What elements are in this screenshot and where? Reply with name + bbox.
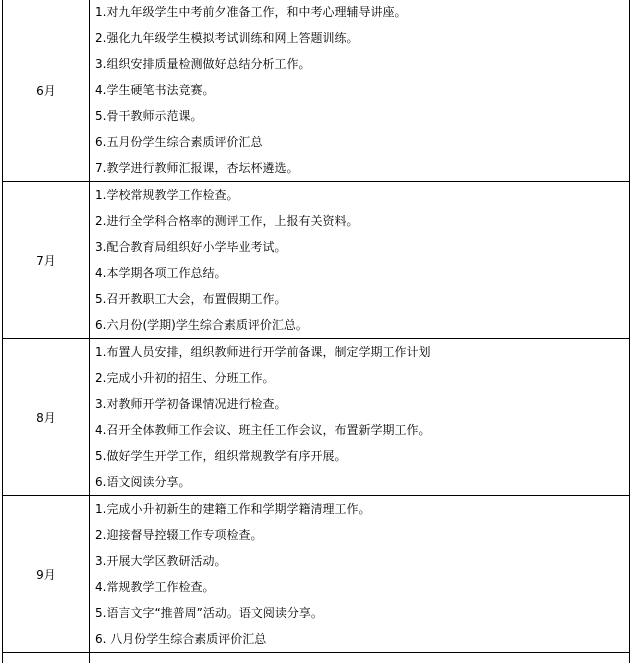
task-list-cell <box>90 496 630 653</box>
task-list-cell <box>90 0 630 182</box>
empty-cell <box>90 653 630 663</box>
task-item: 1.对九年级学生中考前夕准备工作，和中考心理辅导讲座。 <box>90 0 629 25</box>
task-item: 5.做好学生开学工作，组织常规教学有序开展。 <box>90 443 629 469</box>
task-item: 2.进行全学科合格率的测评工作，上报有关资料。 <box>90 208 629 234</box>
task-item: 2.完成小升初的招生、分班工作。 <box>90 365 629 391</box>
task-list-cell <box>90 339 630 496</box>
task-item: 4.本学期各项工作总结。 <box>90 260 629 286</box>
task-item: 3.配合教育局组织好小学毕业考试。 <box>90 234 629 260</box>
month-cell: 6月 <box>3 0 90 182</box>
task-item: 5.语言文字“推普周”活动。语文阅读分享。 <box>90 600 629 626</box>
month-cell: 9月 <box>3 496 90 653</box>
next-row-partial <box>3 653 630 663</box>
task-item: 1.完成小升初新生的建籍工作和学期学籍清理工作。 <box>90 496 629 522</box>
task-item: 4.召开全体教师工作会议、班主任工作会议，布置新学期工作。 <box>90 417 629 443</box>
month-row <box>3 0 630 182</box>
task-item: 6. 八月份学生综合素质评价汇总 <box>90 626 629 652</box>
task-item: 4.学生硬笔书法竞赛。 <box>90 77 629 103</box>
month-row <box>3 496 630 653</box>
month-row <box>3 339 630 496</box>
task-item: 2.迎接督导控辍工作专项检查。 <box>90 522 629 548</box>
task-item: 5.骨干教师示范课。 <box>90 103 629 129</box>
task-item: 3.开展大学区教研活动。 <box>90 548 629 574</box>
task-item: 3.对教师开学初备课情况进行检查。 <box>90 391 629 417</box>
task-item: 7.教学进行教师汇报课，杏坛杯遴选。 <box>90 155 629 181</box>
work-plan-table <box>2 0 630 663</box>
task-item: 2.强化九年级学生模拟考试训练和网上答题训练。 <box>90 25 629 51</box>
month-row <box>3 182 630 339</box>
task-item: 3.组织安排质量检测做好总结分析工作。 <box>90 51 629 77</box>
task-item: 1.学校常规教学工作检查。 <box>90 182 629 208</box>
empty-cell <box>3 653 90 663</box>
month-cell: 7月 <box>3 182 90 339</box>
task-list-cell <box>90 182 630 339</box>
task-item: 4.常规教学工作检查。 <box>90 574 629 600</box>
task-item: 6.五月份学生综合素质评价汇总 <box>90 129 629 155</box>
task-item: 6.六月份(学期)学生综合素质评价汇总。 <box>90 312 629 338</box>
task-item: 6.语文阅读分享。 <box>90 469 629 495</box>
task-item: 1.布置人员安排，组织教师进行开学前备课，制定学期工作计划 <box>90 339 629 365</box>
work-plan-body <box>3 0 630 663</box>
month-cell: 8月 <box>3 339 90 496</box>
task-item: 5.召开教职工大会，布置假期工作。 <box>90 286 629 312</box>
